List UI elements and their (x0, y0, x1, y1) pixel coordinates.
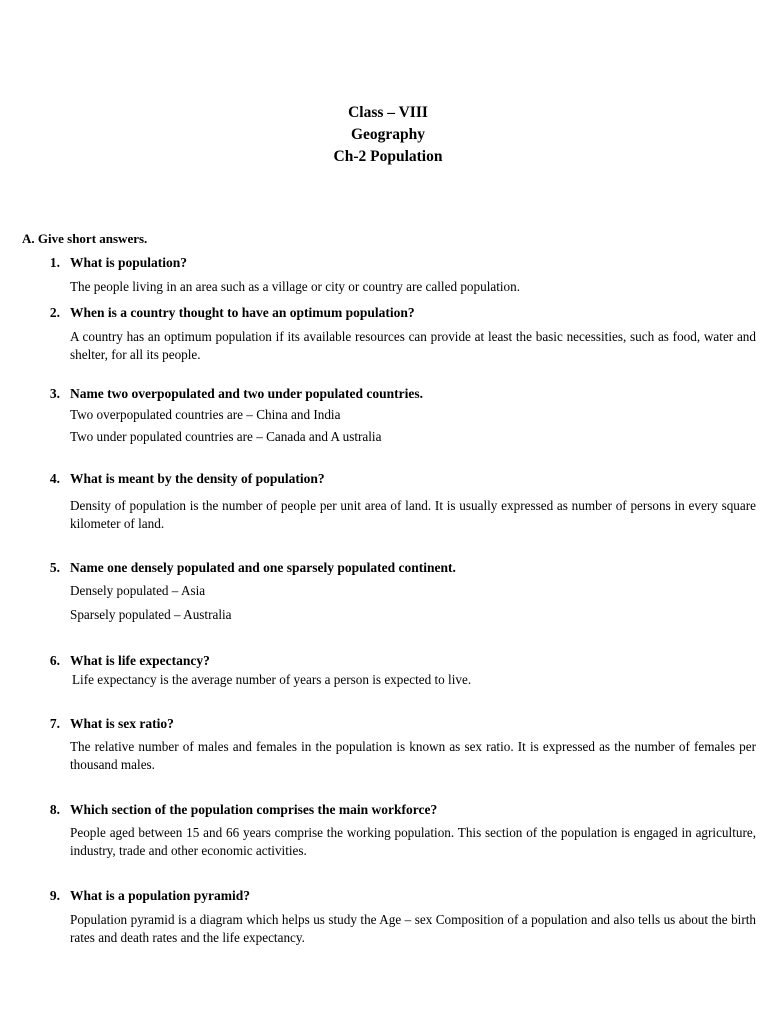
answer-text (70, 582, 756, 623)
question-text: Name two overpopulated and two under populated countries. (70, 386, 424, 401)
answer-line: Densely populated – Asia (70, 583, 206, 598)
answer-line: Life expectancy is the average number of years a person is expected to live. (72, 672, 472, 687)
question-text: What is population? (70, 255, 188, 270)
answer-text (72, 671, 758, 689)
question-number: 5. (49, 560, 60, 575)
answer-text (70, 497, 756, 532)
question-number: 4. (49, 471, 60, 486)
answer-line: Two overpopulated countries are – China and India (70, 407, 341, 422)
answer-line: The relative number of males and females in the population is known as sex ratio. It is expressed as the number of females per thousand males. (70, 739, 756, 772)
question-number: 8. (49, 802, 60, 817)
answer-text (70, 738, 756, 773)
answer-line: Sparsely populated – Australia (70, 606, 232, 622)
answer-line: The people living in an area such as a village or city or country are called population. (70, 279, 521, 294)
question-number: 2. (49, 305, 60, 320)
subject-title: Geography (350, 126, 426, 143)
question-text: What is meant by the density of population? (70, 471, 325, 486)
question-text: What is life expectancy? (70, 653, 210, 668)
question-number: 9. (49, 888, 60, 903)
question-number: 7. (49, 716, 60, 731)
answer-line: Population pyramid is a diagram which helps us study the Age – sex Composition of a population and also tells us about the birth rates and death rates and the life expectancy. (70, 912, 756, 945)
answer-text (70, 278, 756, 296)
question-number: 3. (49, 386, 60, 401)
answer-text (70, 406, 756, 445)
section-title: A. Give short answers. (22, 231, 148, 246)
question-text: When is a country thought to have an optimum population? (70, 305, 415, 320)
chapter-title: Ch-2 Population (333, 148, 443, 165)
answer-text (70, 824, 756, 859)
answer-line: Density of population is the number of people per unit area of land. It is usually expressed as number of persons in every square kilometer of land. (70, 498, 756, 531)
answer-line: Two under populated countries are – Canada and A ustralia (70, 428, 382, 444)
answer-text (70, 911, 756, 946)
document-header (0, 102, 768, 168)
answer-text (70, 328, 756, 363)
question-text: Which section of the population comprises the main workforce? (70, 802, 438, 817)
answer-line: People aged between 15 and 66 years comprise the working population. This section of the population is engaged in agriculture, industry, trade and other economic activities. (70, 825, 756, 858)
answer-line: A country has an optimum population if its available resources can provide at least the basic necessities, such as food, water and shelter, for all its people. (70, 329, 756, 362)
question-number: 6. (49, 653, 60, 668)
class-title: Class – VIII (348, 104, 428, 121)
question-text: What is sex ratio? (70, 716, 174, 731)
question-text: What is a population pyramid? (70, 888, 251, 903)
question-text: Name one densely populated and one sparsely populated continent. (70, 560, 456, 575)
question-number: 1. (49, 255, 60, 270)
